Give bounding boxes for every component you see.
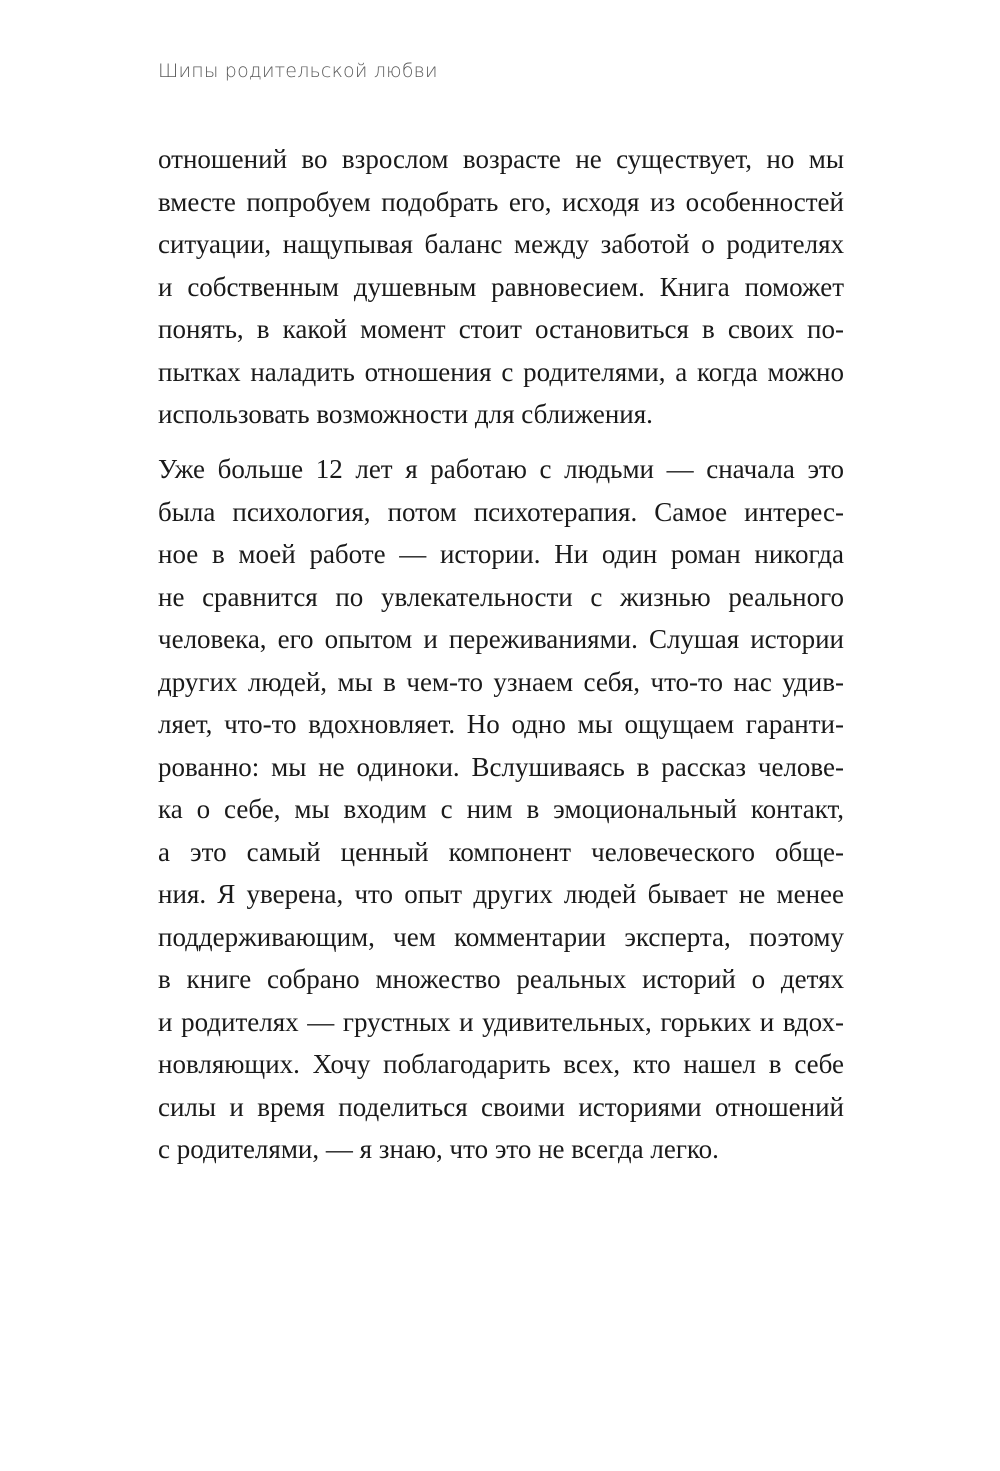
text-line: была психология, потом психотерапия. Самое интерес- [158,496,844,527]
text-line: пытках наладить отношения с родителями, а когда можно [158,356,844,387]
text-line: ляет, что-то вдохновляет. Но одно мы ощущаем гаранти- [158,709,844,739]
paragraph-2 [158,448,844,1171]
text-line: силы и время поделиться своими историями отношений [158,1091,844,1122]
running-header-title: Шипы родительской любви [158,60,438,82]
text-line: других людей, мы в чем-то узнаем себя, что-то нас удив- [158,666,844,697]
text-line: не сравнится по увлекательности с жизнью реального [158,581,844,612]
text-line: в книге собрано множество реальных историй о детях [158,964,844,994]
text-line: новляющих. Хочу поблагодарить всех, кто нашел в себе [158,1049,844,1079]
text-line: понять, в какой момент стоит остановиться в своих по- [158,314,844,344]
text-line: ка о себе, мы входим с ним в эмоциональный контакт, [158,794,844,824]
text-line: отношений во взрослом возрасте не существует, но мы [158,144,844,174]
text-line: использовать возможности для сближения. [158,399,653,429]
paragraph-1 [158,138,844,436]
text-line: ное в моей работе — истории. Ни один роман никогда [158,539,844,569]
text-line: человека, его опытом и переживаниями. Слушая истории [158,624,844,654]
text-line: ситуации, нащупывая баланс между заботой о родителях [158,229,844,259]
text-line: и собственным душевным равновесием. Книга поможет [158,271,844,302]
text-line: поддерживающим, чем комментарии эксперта, поэтому [158,921,844,952]
text-line: ния. Я уверена, что опыт других людей бывает не менее [158,879,844,909]
text-line: вместе попробуем подобрать его, исходя из особенностей [158,186,844,217]
text-line: и родителях — грустных и удивительных, горьких и вдох- [158,1006,844,1037]
text-line: Уже больше 12 лет я работаю с людьми — сначала это [158,454,844,484]
text-line: с родителями, — я знаю, что это не всегда легко. [158,1134,719,1164]
text-line: рованно: мы не одиноки. Вслушиваясь в рассказ челове- [158,751,844,782]
text-line: а это самый ценный компонент человеческого обще- [158,836,844,867]
